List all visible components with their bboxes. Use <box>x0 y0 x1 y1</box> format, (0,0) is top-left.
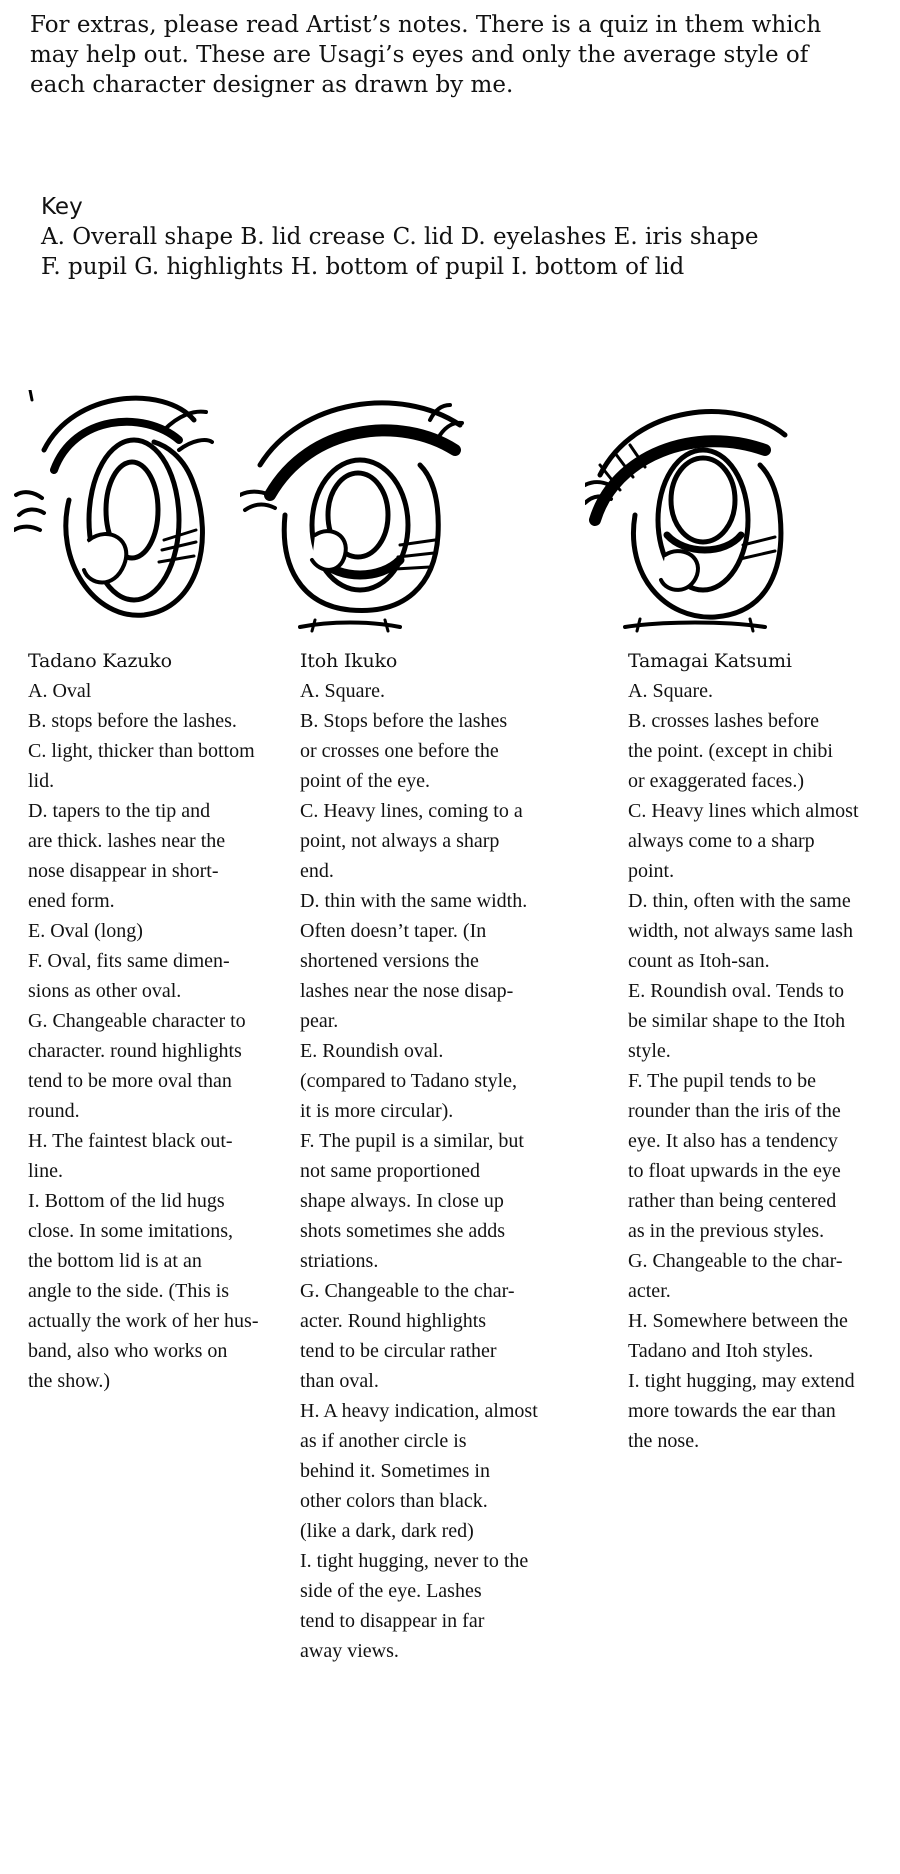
note-line: count as Itoh-san. <box>628 950 770 972</box>
tadano-eye-drawing <box>14 390 214 630</box>
note-line: (compared to Tadano style, <box>300 1070 518 1092</box>
note-line: H. The faintest black out- <box>28 1130 233 1152</box>
note-line: E. Roundish oval. Tends to <box>628 980 845 1002</box>
note-line: be similar shape to the Itoh <box>628 1010 846 1032</box>
note-line: the show.) <box>28 1370 111 1392</box>
note-line: the point. (except in chibi <box>628 740 833 762</box>
note-line: shortened versions the <box>300 950 479 972</box>
key-legend <box>41 222 759 282</box>
note-line: tend to disappear in far <box>300 1610 485 1632</box>
note-line: or exaggerated faces.) <box>628 770 804 792</box>
note-line: I. tight hugging, may extend <box>628 1370 855 1392</box>
note-line: Often doesn’t taper. (In <box>300 920 487 942</box>
note-line: not same proportioned <box>300 1160 480 1182</box>
note-line: C. Heavy lines, coming to a <box>300 800 523 822</box>
note-line: B. Stops before the lashes <box>300 710 508 732</box>
note-line: style. <box>628 1040 671 1062</box>
key-title: Key <box>41 194 83 220</box>
note-line: lashes near the nose disap- <box>300 980 514 1002</box>
note-line: shots sometimes she adds <box>300 1220 505 1242</box>
note-line: I. tight hugging, never to the <box>300 1550 529 1572</box>
tadano-notes-column <box>28 646 298 1396</box>
note-line: H. A heavy indication, almost <box>300 1400 538 1422</box>
note-line: E. Oval (long) <box>28 920 143 942</box>
note-line: H. Somewhere between the <box>628 1310 848 1332</box>
note-line: (like a dark, dark red) <box>300 1520 474 1542</box>
note-line: tend to be more oval than <box>28 1070 232 1092</box>
note-line: side of the eye. Lashes <box>300 1580 482 1602</box>
note-line: end. <box>300 860 334 882</box>
note-line: character. round highlights <box>28 1040 242 1062</box>
note-line: angle to the side. (This is <box>28 1280 230 1302</box>
note-line: rounder than the iris of the <box>628 1100 841 1122</box>
note-line: it is more circular). <box>300 1100 454 1122</box>
note-line: G. Changeable to the char- <box>628 1250 843 1272</box>
note-line: actually the work of her hus- <box>28 1310 259 1332</box>
note-line: shape always. In close up <box>300 1190 504 1212</box>
note-line: always come to a sharp <box>628 830 815 852</box>
note-line: nose disappear in short- <box>28 860 219 882</box>
note-line: band, also who works on <box>28 1340 228 1362</box>
note-line: C. Heavy lines which almost <box>628 800 859 822</box>
note-line: eye. It also has a tendency <box>628 1130 838 1152</box>
note-line: behind it. Sometimes in <box>300 1460 490 1482</box>
note-line: point of the eye. <box>300 770 430 792</box>
tamagai-notes-column <box>628 646 898 1456</box>
note-line: more towards the ear than <box>628 1400 836 1422</box>
note-line: the bottom lid is at an <box>28 1250 202 1272</box>
note-line: striations. <box>300 1250 379 1272</box>
note-line: acter. Round highlights <box>300 1310 487 1332</box>
note-line: to float upwards in the eye <box>628 1160 841 1182</box>
designer-name: Itoh Ikuko <box>300 650 398 672</box>
note-line: line. <box>28 1160 63 1182</box>
note-line: as in the previous styles. <box>628 1220 825 1242</box>
note-line: G. Changeable to the char- <box>300 1280 515 1302</box>
note-line: as if another circle is <box>300 1430 467 1452</box>
note-line: pear. <box>300 1010 339 1032</box>
note-line: D. tapers to the tip and <box>28 800 211 822</box>
note-line: are thick. lashes near the <box>28 830 226 852</box>
note-line: A. Square. <box>628 680 713 702</box>
tamagai-eye-drawing <box>585 395 795 635</box>
key-line: F. pupil G. highlights H. bottom of pupil I. bottom of lid <box>41 254 685 280</box>
note-line: F. Oval, fits same dimen- <box>28 950 230 972</box>
note-line: point. <box>628 860 675 882</box>
note-line: point, not always a sharp <box>300 830 500 852</box>
note-line: lid. <box>28 770 55 792</box>
note-line: D. thin, often with the same <box>628 890 851 912</box>
note-line: sions as other oval. <box>28 980 182 1002</box>
intro-line: each character designer as drawn by me. <box>30 72 514 98</box>
note-line: D. thin with the same width. <box>300 890 528 912</box>
note-line: A. Square. <box>300 680 385 702</box>
note-line: Tadano and Itoh styles. <box>628 1340 814 1362</box>
intro-paragraph <box>30 10 880 100</box>
note-line: or crosses one before the <box>300 740 499 762</box>
note-line: width, not always same lash <box>628 920 853 942</box>
note-line: than oval. <box>300 1370 379 1392</box>
itoh-eye-drawing <box>240 395 470 635</box>
note-line: C. light, thicker than bottom <box>28 740 255 762</box>
designer-name: Tadano Kazuko <box>28 650 172 672</box>
note-line: I. Bottom of the lid hugs <box>28 1190 225 1212</box>
note-line: B. crosses lashes before <box>628 710 820 732</box>
note-line: G. Changeable character to <box>28 1010 246 1032</box>
note-line: F. The pupil tends to be <box>628 1070 817 1092</box>
note-line: the nose. <box>628 1430 700 1452</box>
intro-line: may help out. These are Usagi’s eyes and only the average style of <box>30 42 809 68</box>
note-line: E. Roundish oval. <box>300 1040 444 1062</box>
note-line: round. <box>28 1100 80 1122</box>
note-line: tend to be circular rather <box>300 1340 497 1362</box>
note-line: away views. <box>300 1640 399 1662</box>
itoh-notes-column <box>300 646 570 1666</box>
note-line: acter. <box>628 1280 671 1302</box>
key-line: A. Overall shape B. lid crease C. lid D. eyelashes E. iris shape <box>41 224 759 250</box>
note-line: close. In some imitations, <box>28 1220 233 1242</box>
designer-name: Tamagai Katsumi <box>628 650 792 672</box>
note-line: B. stops before the lashes. <box>28 710 237 732</box>
note-line: A. Oval <box>28 680 92 702</box>
note-line: other colors than black. <box>300 1490 488 1512</box>
note-line: F. The pupil is a similar, but <box>300 1130 524 1152</box>
intro-line: For extras, please read Artist’s notes. There is a quiz in them which <box>30 12 822 38</box>
note-line: ened form. <box>28 890 115 912</box>
note-line: rather than being centered <box>628 1190 837 1212</box>
